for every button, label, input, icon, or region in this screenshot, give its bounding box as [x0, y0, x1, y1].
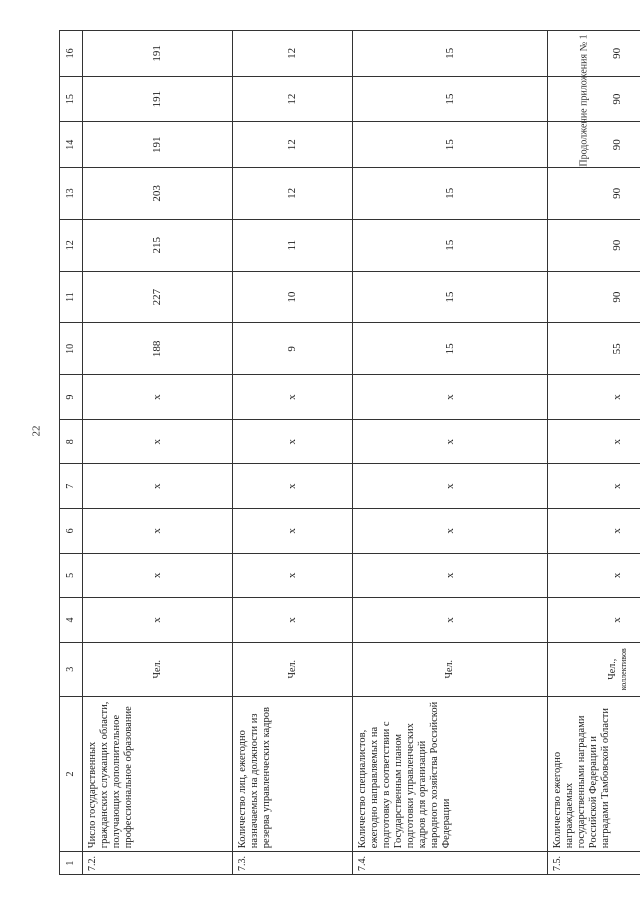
column-number-cell: 7 [60, 464, 83, 509]
unit-extra-label: коллективов [618, 648, 628, 691]
value-cell: 15 [353, 31, 548, 77]
row-number-cell: 7.4. [353, 852, 548, 875]
value-cell: x [233, 464, 353, 509]
row-number-cell: 7.5. [548, 852, 640, 875]
value-cell: x [353, 419, 548, 464]
value-cell: x [83, 464, 233, 509]
column-number-cell: 8 [60, 419, 83, 464]
indicators-table [59, 30, 640, 875]
value-cell: 15 [353, 76, 548, 122]
unit-cell [353, 642, 548, 696]
value-cell: 12 [233, 76, 353, 122]
value-cell: 90 [548, 31, 640, 77]
value-cell: x [548, 598, 640, 643]
value-cell: x [83, 553, 233, 598]
column-number-cell: 9 [60, 375, 83, 420]
value-cell: x [353, 464, 548, 509]
value-cell: x [233, 419, 353, 464]
value-cell: 90 [548, 219, 640, 271]
value-cell: x [83, 509, 233, 554]
column-number-cell: 12 [60, 219, 83, 271]
value-cell: 55 [548, 323, 640, 375]
value-cell: x [353, 375, 548, 420]
column-number-cell: 13 [60, 168, 83, 220]
unit-label: Чел. [151, 660, 163, 679]
value-cell: x [548, 464, 640, 509]
unit-label: Чел. [444, 660, 456, 679]
value-cell: 12 [233, 31, 353, 77]
column-number-cell: 16 [60, 31, 83, 77]
value-cell: x [83, 419, 233, 464]
column-number-cell: 2 [60, 696, 83, 852]
unit-label: Чел. [286, 660, 298, 679]
value-cell: 15 [353, 168, 548, 220]
value-cell: x [548, 509, 640, 554]
value-cell: 191 [83, 122, 233, 168]
value-cell: 90 [548, 271, 640, 323]
column-number-cell: 15 [60, 76, 83, 122]
column-number-cell: 14 [60, 122, 83, 168]
column-number-cell: 10 [60, 323, 83, 375]
value-cell: 9 [233, 323, 353, 375]
unit-cell [548, 642, 640, 696]
value-cell: x [548, 553, 640, 598]
table-row [353, 31, 548, 875]
value-cell: 227 [83, 271, 233, 323]
table-body [60, 31, 640, 875]
indicator-name-cell: Количество лиц, ежегодно назначаемых на должности из резерва управленческих кадров [233, 696, 353, 852]
value-cell: 90 [548, 122, 640, 168]
column-number-cell: 11 [60, 271, 83, 323]
value-cell: 191 [83, 31, 233, 77]
table-header-row [60, 31, 83, 875]
column-number-cell: 3 [60, 642, 83, 696]
value-cell: 191 [83, 76, 233, 122]
value-cell: x [548, 419, 640, 464]
value-cell: 12 [233, 122, 353, 168]
table-row [83, 31, 233, 875]
value-cell: x [233, 598, 353, 643]
unit-cell [83, 642, 233, 696]
value-cell: 15 [353, 271, 548, 323]
value-cell: 215 [83, 219, 233, 271]
indicator-name-cell: Количество специалистов, ежегодно направляемых на подготовку в соответствии с Государственным планом подготовки управленческих кадров для организаций народного хозяйства Российской Федерации [353, 696, 548, 852]
unit-label: Чел., [607, 658, 619, 680]
value-cell: 12 [233, 168, 353, 220]
value-cell: 10 [233, 271, 353, 323]
column-number-cell: 5 [60, 553, 83, 598]
value-cell: x [353, 509, 548, 554]
indicators-table-wrapper [59, 30, 640, 875]
column-number-cell: 6 [60, 509, 83, 554]
row-number-cell: 7.2. [83, 852, 233, 875]
value-cell: 90 [548, 168, 640, 220]
value-cell: x [548, 375, 640, 420]
value-cell: x [83, 375, 233, 420]
column-number-cell: 4 [60, 598, 83, 643]
row-number-cell: 7.3. [233, 852, 353, 875]
value-cell: x [233, 553, 353, 598]
table-row [548, 31, 640, 875]
value-cell: x [353, 598, 548, 643]
value-cell: x [233, 375, 353, 420]
value-cell: 188 [83, 323, 233, 375]
value-cell: 203 [83, 168, 233, 220]
column-number-cell: 1 [60, 852, 83, 875]
value-cell: x [233, 509, 353, 554]
indicator-name-cell: Число государственных гражданских служащих области, получающих дополнительное профессиональное образование [83, 696, 233, 852]
value-cell: 15 [353, 122, 548, 168]
page-number: 22 [30, 425, 43, 437]
value-cell: x [353, 553, 548, 598]
table-row [233, 31, 353, 875]
indicator-name-cell: Количество ежегодно награждаемых государственными наградами Российской Федерации и наградами Тамбовской области [548, 696, 640, 852]
appendix-continuation-note: Продолжение приложения № 1 [578, 34, 590, 167]
unit-cell [233, 642, 353, 696]
value-cell: 90 [548, 76, 640, 122]
value-cell: 15 [353, 219, 548, 271]
value-cell: 15 [353, 323, 548, 375]
value-cell: x [83, 598, 233, 643]
value-cell: 11 [233, 219, 353, 271]
